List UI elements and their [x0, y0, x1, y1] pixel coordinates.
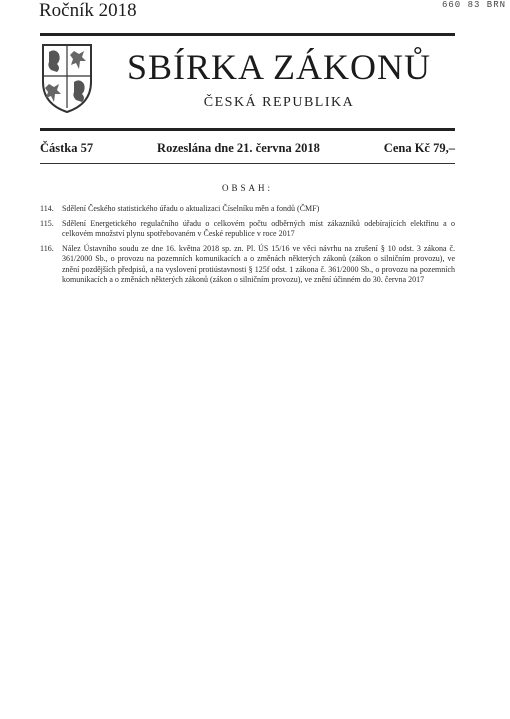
issue-meta	[40, 141, 455, 156]
sent-date: Rozeslána dne 21. června 2018	[157, 141, 320, 155]
top-rule	[40, 33, 455, 36]
item-number: 116.	[40, 243, 54, 253]
contents-list	[40, 204, 455, 290]
middle-rule	[40, 128, 455, 131]
item-text: Sdělení Energetického regulačního úřadu o celkovém počtu odběrných míst zákazníků odebírajících elektřinu a o celkovém množství plynu spotřebovaném v České republice v roce 2017	[62, 218, 455, 238]
thin-rule	[40, 163, 455, 164]
list-item	[40, 219, 455, 240]
volume-year: Ročník 2018	[39, 0, 137, 21]
page-subtitle: ČESKÁ REPUBLIKA	[203, 95, 355, 110]
list-item	[40, 244, 455, 286]
price: Cena Kč 79,–	[383, 141, 455, 155]
page-title: SBÍRKA ZÁKONŮ	[126, 47, 432, 87]
item-text: Nález Ústavního soudu ze dne 16. května 2018 sp. zn. Pl. ÚS 15/16 ve věci návrhu na zrušení § 10 odst. 3 zákona č. 361/2000 Sb., o provozu na pozemních komunikacích a o změnách některých zákonů (zákon o silničním provozu), ve znění pozdějších předpisů, a na vyslovení protiústavnosti § 125f odst. 1 zákona č. 361/2000 Sb., o provozu na pozemních komunikacích a o změnách některých zákonů (zákon o silničním provozu), ve znění účinném do 30. června 2017	[62, 243, 455, 284]
item-number: 115.	[40, 218, 54, 228]
part-number: Částka 57	[40, 141, 94, 155]
czech-coat-of-arms-icon	[40, 42, 94, 114]
archive-stamp: 660 83 BRN	[441, 0, 506, 10]
item-number: 114.	[40, 204, 54, 213]
item-text: Sdělení Českého statistického úřadu o aktualizaci Číselníku měn a fondů (ČMF)	[62, 204, 320, 213]
contents-heading: OBSAH:	[221, 183, 273, 193]
list-item	[40, 204, 455, 215]
